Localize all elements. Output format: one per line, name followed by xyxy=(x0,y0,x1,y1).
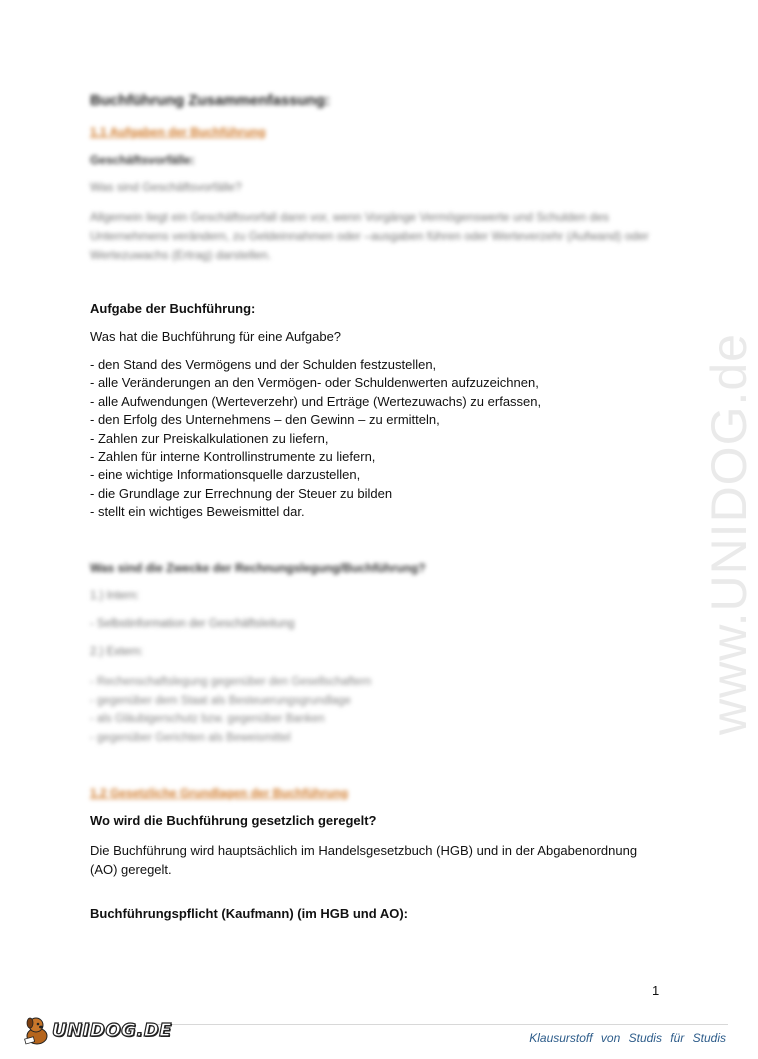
list-item: - Zahlen zur Preiskalkulationen zu liefern, xyxy=(90,430,329,446)
list-item: - gegenüber Gerichten als Beweismittel xyxy=(90,731,291,744)
list-item: - Rechenschaftslegung gegenüber den Gesellschaftern xyxy=(90,676,372,688)
list-item: - alle Aufwendungen (Werteverzehr) und Erträge (Wertezuwachs) zu erfassen, xyxy=(90,393,542,409)
section-1-1-link[interactable]: 1.1 Aufgaben der Buchführung xyxy=(90,125,266,139)
gesetz-heading: Wo wird die Buchführung gesetzlich geregelt? xyxy=(90,813,377,828)
list-item: - die Grundlage zur Errechnung der Steuer zu bilden xyxy=(90,485,393,501)
extern-label: 2.) Extern: xyxy=(90,646,144,658)
gv-question: Was sind Geschäftsvorfälle? xyxy=(90,180,242,194)
list-item: - alle Veränderungen an den Vermögen- oder Schuldenwerten aufzuzeichnen, xyxy=(90,375,539,391)
intern-item: - Selbstinformation der Geschäftsleitung xyxy=(90,618,295,630)
list-item: - den Erfolg des Unternehmens – den Gewinn – zu ermitteln, xyxy=(90,412,440,428)
list-item: - als Gläubigerschutz bzw. gegenüber Banken xyxy=(90,713,325,726)
watermark: www.UNIDOG.de xyxy=(701,333,757,735)
dog-mascot-icon xyxy=(22,1014,52,1046)
footer-divider xyxy=(150,1024,728,1025)
section-1-2-link[interactable]: 1.2 Gesetzliche Grundlagen der Buchführung xyxy=(90,786,349,800)
gv-heading: Geschäftsvorfälle: xyxy=(90,153,195,167)
list-item: - eine wichtige Informationsquelle darzustellen, xyxy=(90,467,361,483)
list-item: - den Stand des Vermögens und der Schulden festzustellen, xyxy=(90,357,437,372)
footer-tagline: Klausurstoff von Studis für Studis xyxy=(529,1031,726,1045)
aufgabe-list xyxy=(90,356,541,522)
unidog-logo[interactable] xyxy=(22,1010,172,1050)
list-item: - gegenüber dem Staat als Besteuerungsgrundlage xyxy=(90,694,351,707)
list-item: - stellt ein wichtiges Beweismittel dar. xyxy=(90,504,305,520)
aufgabe-question: Was hat die Buchführung für eine Aufgabe? xyxy=(90,329,342,344)
page-number: 1 xyxy=(652,983,660,998)
intern-label: 1.) Intern: xyxy=(90,590,140,602)
pflicht-heading: Buchführungspflicht (Kaufmann) (im HGB und AO): xyxy=(90,906,408,921)
aufgabe-heading: Aufgabe der Buchführung: xyxy=(90,301,256,316)
gv-text: Allgemein liegt ein Geschäftsvorfall dann vor, wenn Vorgänge Vermögenswerte und Schulden des Unternehmens verändern, zu Geldeinnahmen oder –ausgaben führen oder Werteverzehr (Aufwand) oder Wertezuwachs (Ertrag) darstellen. xyxy=(90,210,649,262)
logo-text: UNIDOG.DE xyxy=(52,1019,172,1041)
zwecke-heading: Was sind die Zwecke der Rechnungslegung/Buchführung? xyxy=(90,561,426,575)
gesetz-text: Die Buchführung wird hauptsächlich im Handelsgesetzbuch (HGB) und in der Abgabenordnung (AO) geregelt. xyxy=(90,843,638,877)
list-item: - Zahlen für interne Kontrollinstrumente zu liefern, xyxy=(90,449,376,465)
extern-list xyxy=(90,673,371,747)
document-title: Buchführung Zusammenfassung: xyxy=(90,92,331,109)
